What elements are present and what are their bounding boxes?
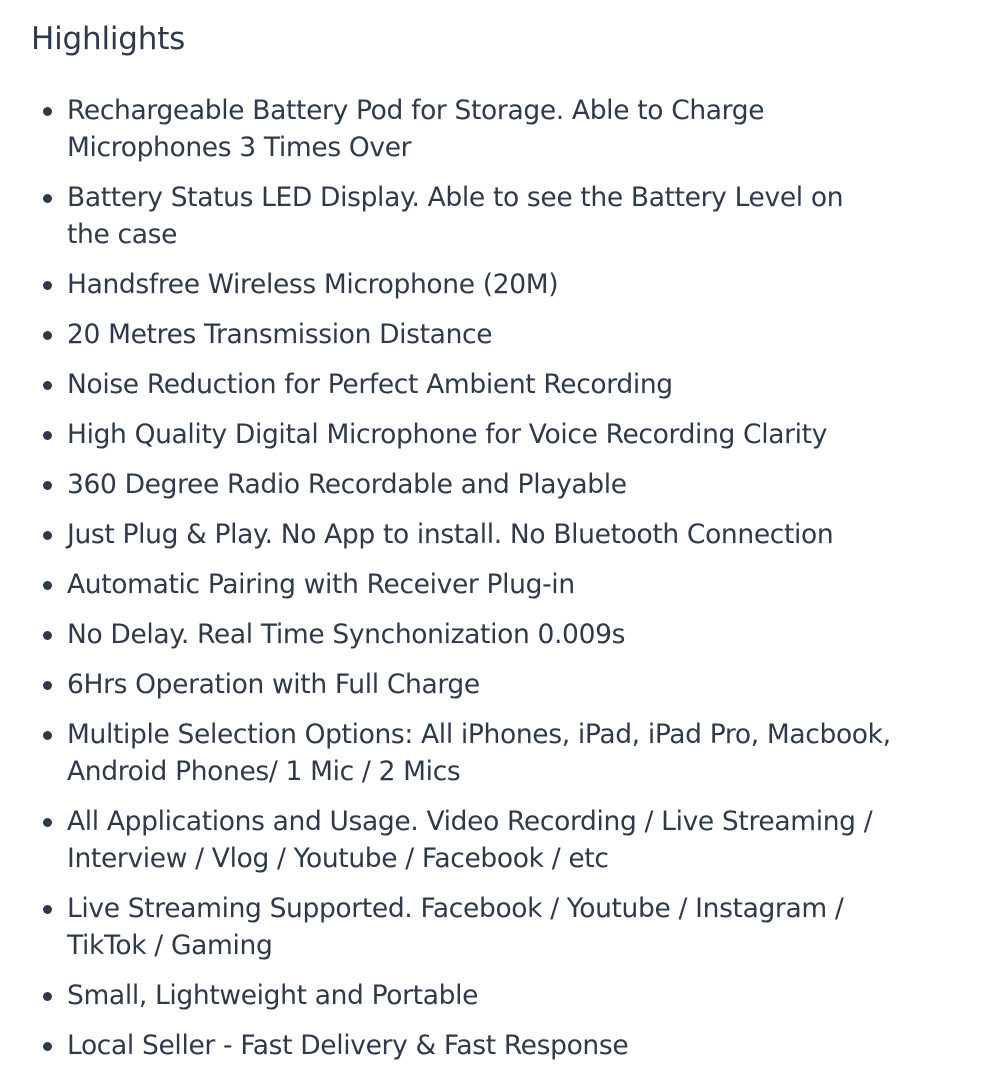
list-item-text: High Quality Digital Microphone for Voice Recording Clarity: [67, 419, 828, 450]
list-item-text: Small, Lightweight and Portable: [67, 980, 479, 1011]
list-item-text: Local Seller - Fast Delivery & Fast Response: [67, 1030, 629, 1061]
list-item-text: Live Streaming Supported. Facebook / Youtube / Instagram / TikTok / Gaming: [67, 893, 844, 961]
bullet-icon: [43, 905, 52, 914]
list-item-text: No Delay. Real Time Synchonization 0.009s: [67, 619, 626, 650]
bullet-icon: [43, 431, 52, 440]
list-item-text: 6Hrs Operation with Full Charge: [67, 669, 480, 700]
bullet-icon: [43, 481, 52, 490]
bullet-icon: [43, 531, 52, 540]
list-item: [31, 266, 989, 303]
list-item-text: Battery Status LED Display. Able to see the Battery Level on the case: [67, 182, 844, 250]
bullet-icon: [43, 818, 52, 827]
list-item-text: 360 Degree Radio Recordable and Playable: [67, 469, 627, 500]
bullet-icon: [43, 331, 52, 340]
list-item: [31, 516, 989, 553]
list-item: [31, 1027, 989, 1064]
list-item-text: Automatic Pairing with Receiver Plug-in: [67, 569, 575, 600]
bullet-icon: [43, 381, 52, 390]
list-item-text: 20 Metres Transmission Distance: [67, 319, 493, 350]
list-item-text: Just Plug & Play. No App to install. No Bluetooth Connection: [67, 519, 834, 550]
list-item: [31, 466, 989, 503]
list-item-text: Rechargeable Battery Pod for Storage. Able to Charge Microphones 3 Times Over: [67, 95, 765, 163]
list-item: [31, 803, 961, 877]
list-item: [31, 316, 989, 353]
list-item: [31, 890, 891, 964]
list-item: [31, 366, 989, 403]
bullet-icon: [43, 1042, 52, 1051]
list-item: [31, 977, 989, 1014]
bullet-icon: [43, 581, 52, 590]
bullet-icon: [43, 631, 52, 640]
highlights-list: [31, 92, 989, 1064]
bullet-icon: [43, 731, 52, 740]
list-item: [31, 92, 891, 166]
list-item: [31, 716, 976, 790]
section-title: Highlights: [31, 21, 186, 57]
list-item: [31, 416, 989, 453]
list-item-text: Noise Reduction for Perfect Ambient Recording: [67, 369, 673, 400]
bullet-icon: [43, 281, 52, 290]
bullet-icon: [43, 107, 52, 116]
bullet-icon: [43, 194, 52, 203]
list-item-text: All Applications and Usage. Video Recording / Live Streaming / Interview / Vlog / Youtube / Facebook / etc: [67, 806, 873, 874]
list-item-text: Handsfree Wireless Microphone (20M): [67, 269, 559, 300]
bullet-icon: [43, 992, 52, 1001]
list-item: [31, 179, 891, 253]
list-item: [31, 566, 989, 603]
bullet-icon: [43, 681, 52, 690]
list-item: [31, 616, 989, 653]
list-item-text: Multiple Selection Options: All iPhones, iPad, iPad Pro, Macbook, Android Phones/ 1 Mic / 2 Mics: [67, 719, 891, 787]
list-item: [31, 666, 989, 703]
